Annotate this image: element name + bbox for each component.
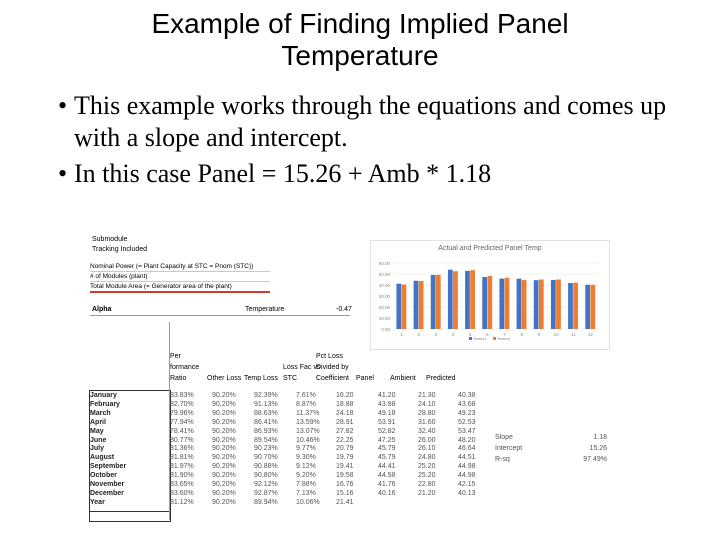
bullet-text: This example works through the equations and comes up with a slope and intercept. [74, 91, 667, 152]
bar-1 [396, 284, 401, 329]
value-cell: 77.94% [170, 418, 194, 426]
header-loss-fac-1: Loss Fac vs [283, 364, 321, 371]
value-cell: 27.82 [336, 427, 354, 435]
value-cell: 45.79 [378, 445, 396, 453]
divider [89, 511, 169, 512]
bar-2 [453, 271, 458, 329]
stat-row [494, 454, 608, 465]
value-cell: 22.25 [336, 436, 354, 444]
value-cell: 78.41% [170, 427, 194, 435]
value-cell: 19.41 [336, 463, 354, 471]
y-tick-label: 60.00 [378, 261, 390, 266]
month-cell: December [90, 489, 124, 497]
value-cell: 90.20% [212, 392, 236, 399]
month-cell: June [90, 436, 107, 444]
value-cell: 7.13% [296, 489, 316, 497]
value-cell: 90.20% [212, 427, 236, 435]
bullet-marker: • [58, 91, 68, 120]
value-cell: 90.20% [212, 400, 236, 408]
value-cell: 40.13 [458, 489, 476, 497]
month-cell: November [90, 481, 125, 489]
value-cell: 24.18 [336, 409, 354, 417]
value-cell: 90.88% [254, 463, 278, 471]
value-cell: 26.00 [418, 436, 436, 444]
value-cell: 13.59% [296, 418, 320, 426]
value-cell: 81.12% [170, 498, 194, 506]
x-tick-label: 2 [417, 332, 421, 337]
value-cell: 90.23% [254, 445, 278, 453]
header-loss-fac-2: STC [283, 375, 297, 382]
value-cell: 44.98 [458, 463, 476, 471]
legend-label: Series2 [497, 336, 511, 341]
value-cell: 47.25 [378, 436, 396, 444]
table-row [88, 428, 494, 437]
value-cell: 44.41 [378, 463, 396, 471]
value-cell: 42.15 [458, 481, 476, 489]
value-cell: 21.41 [336, 498, 354, 506]
legend-row: Nominal Power (= Plant Capacity at STC = Pnom (STC)) [90, 262, 270, 272]
bar-2 [522, 280, 527, 329]
value-cell: 19.79 [336, 454, 354, 462]
temperature-label: Temperature [245, 306, 285, 313]
y-tick-label: 30.00 [378, 294, 390, 299]
legend-swatch [469, 337, 472, 340]
data-table [88, 392, 494, 508]
bar-2 [436, 275, 441, 329]
chart-panel [370, 240, 610, 350]
value-cell: 43.88 [378, 400, 396, 408]
bullet-item [58, 158, 698, 190]
value-cell: 82.70% [170, 400, 194, 408]
value-cell: 19.58 [336, 472, 354, 480]
slide-title-line2: Temperature [281, 40, 439, 71]
value-cell: 7.88% [296, 481, 316, 489]
value-cell: 25.20 [418, 472, 436, 480]
value-cell: 90.70% [254, 454, 278, 462]
header-perf-3: Ratio [170, 375, 187, 382]
value-cell: 40.38 [458, 392, 476, 399]
bar-1 [482, 277, 487, 329]
value-cell: 49.23 [458, 409, 476, 417]
value-cell: 81.97% [170, 463, 194, 471]
value-cell: 52.53 [458, 418, 476, 426]
stat-row [494, 443, 608, 454]
value-cell: 90.20% [212, 436, 236, 444]
month-cell: Year [90, 498, 105, 506]
value-cell: 88.63% [254, 409, 278, 417]
stat-value: 15.26 [589, 445, 607, 452]
value-cell: 83.60% [170, 489, 194, 497]
x-tick-label: 9 [537, 332, 541, 337]
month-cell: February [90, 400, 120, 408]
table-row [88, 499, 494, 508]
month-cell: May [90, 427, 104, 435]
value-cell: 81.81% [170, 454, 194, 462]
value-cell: 49.18 [378, 409, 396, 417]
bar-2 [470, 270, 475, 329]
value-cell: 31.60 [418, 418, 436, 426]
value-cell: 16.20 [336, 392, 354, 399]
table-row [88, 472, 494, 481]
value-cell: 22.80 [418, 481, 436, 489]
bar-1 [465, 271, 470, 329]
value-cell: 28.91 [336, 418, 354, 426]
month-cell: September [90, 463, 127, 471]
month-cell: July [90, 445, 105, 453]
value-cell: 90.20% [212, 418, 236, 426]
value-cell: 53.47 [458, 427, 476, 435]
bullet-text: In this case Panel = 15.26 + Amb * 1.18 [74, 159, 492, 188]
bullet-list [58, 90, 698, 194]
x-tick-label: 1 [400, 332, 403, 337]
stat-label: Intercept [495, 445, 523, 452]
header-temp-loss: Temp Loss [244, 375, 278, 382]
value-cell: 90.20% [212, 454, 236, 462]
value-cell [456, 499, 494, 508]
divider [90, 315, 350, 316]
value-cell: 48.20 [458, 436, 476, 444]
value-cell: 26.10 [418, 445, 436, 453]
bullet-item [58, 90, 698, 154]
value-cell: 28.80 [418, 409, 436, 417]
value-cell: 90.80% [254, 472, 278, 480]
value-cell: 43.68 [458, 400, 476, 408]
value-cell: 44.51 [458, 454, 476, 462]
value-cell: 18.88 [336, 400, 354, 408]
value-cell: 9.77% [296, 445, 316, 453]
y-tick-label: 20.00 [378, 305, 390, 310]
bar-2 [402, 285, 407, 329]
y-tick-label: 10.00 [378, 316, 390, 321]
header-perf-1: Per [170, 353, 181, 360]
value-cell: 9.20% [296, 472, 316, 480]
bar-1 [568, 283, 573, 329]
value-cell: 83.83% [170, 392, 194, 399]
bar-1 [517, 279, 522, 329]
legend-label: Series1 [473, 336, 487, 341]
value-cell: 90.20% [212, 489, 236, 497]
value-cell: 15.16 [336, 489, 354, 497]
month-cell: October [90, 472, 117, 480]
value-cell: 44.58 [378, 472, 396, 480]
header-panel: Panel [356, 375, 374, 382]
submodule-label: Submodule [92, 236, 128, 243]
table-row [88, 454, 494, 463]
legend-box [90, 262, 270, 298]
header-pct-loss-1: Pct Loss [316, 353, 343, 360]
x-tick-label: 12 [587, 332, 593, 337]
chart-title: Actual and Predicted Panel Temp [438, 245, 542, 252]
chart-svg [371, 241, 609, 349]
value-cell: 89.94% [254, 498, 278, 506]
temperature-value: -0.47 [336, 306, 352, 313]
value-cell: 92.87% [254, 489, 278, 497]
value-cell: 21.20 [418, 489, 436, 497]
bar-2 [487, 276, 492, 329]
value-cell: 21.30 [418, 392, 436, 399]
value-cell: 90.20% [212, 463, 236, 471]
legend-swatch [493, 337, 496, 340]
bar-2 [539, 280, 544, 329]
value-cell: 24.80 [418, 454, 436, 462]
value-cell: 86.41% [254, 418, 278, 426]
bar-1 [534, 280, 539, 329]
value-cell: 40.16 [378, 489, 396, 497]
slide-title [0, 8, 720, 72]
x-tick-label: 3 [434, 332, 438, 337]
bar-2 [505, 278, 510, 329]
bar-2 [573, 283, 578, 329]
x-tick-label: 5 [468, 332, 472, 337]
value-cell: 44.98 [458, 472, 476, 480]
value-cell: 52.82 [378, 427, 396, 435]
value-cell: 90.20% [212, 409, 236, 417]
value-cell: 10.46% [296, 436, 320, 444]
value-cell: 24.10 [418, 400, 436, 408]
x-tick-label: 10 [553, 332, 559, 337]
table-row [88, 445, 494, 454]
value-cell: 89.54% [254, 436, 278, 444]
value-cell: 90.20% [212, 472, 236, 480]
bar-2 [590, 285, 595, 329]
tracking-label: Tracking Included [92, 246, 147, 253]
bar-1 [431, 275, 436, 329]
value-cell: 41.76 [378, 481, 396, 489]
value-cell: 25.20 [418, 463, 436, 471]
stat-row [494, 432, 608, 443]
header-perf-2: formance [170, 364, 200, 371]
value-cell: 90.20% [212, 481, 236, 489]
legend-row: Total Module Area (= Generator area of the plant) [90, 282, 270, 293]
bar-2 [556, 280, 561, 329]
value-cell: 79.96% [170, 409, 194, 417]
x-tick-label: 6 [486, 332, 489, 337]
value-cell: 86.93% [254, 427, 278, 435]
value-cell: 80.77% [170, 436, 194, 444]
table-row [88, 410, 494, 419]
stat-value: 1.18 [593, 434, 607, 441]
bar-1 [448, 270, 453, 329]
x-tick-label: 8 [520, 332, 524, 337]
value-cell: 83.65% [170, 481, 194, 489]
table-row [88, 463, 494, 472]
legend-row: # of Modules (plant) [90, 272, 270, 282]
value-cell: 90.20% [212, 445, 236, 453]
bar-1 [551, 280, 556, 329]
bar-1 [414, 281, 419, 329]
month-cell: January [90, 392, 117, 399]
header-pct-loss-3: Coefficient [316, 375, 349, 382]
stat-value: 97.49% [583, 456, 607, 463]
value-cell: 20.79 [336, 445, 354, 453]
value-cell: 53.91 [378, 418, 396, 426]
regression-stats [494, 432, 608, 465]
value-cell: 45.79 [378, 454, 396, 462]
value-cell: 92.12% [254, 481, 278, 489]
header-other-loss: Other Loss [207, 375, 242, 382]
month-cell: August [90, 454, 115, 462]
stat-label: R-sq [495, 456, 510, 463]
value-cell: 91.13% [254, 400, 278, 408]
table-row [88, 490, 494, 499]
value-cell: 9.30% [296, 454, 316, 462]
value-cell: 90.20% [212, 498, 236, 506]
x-tick-label: 11 [570, 332, 576, 337]
y-tick-label: 50.00 [378, 272, 390, 277]
header-pct-loss-2: Divided by [316, 364, 349, 371]
month-cell: April [90, 418, 106, 426]
value-cell [376, 499, 416, 508]
stat-label: Slope [495, 434, 513, 441]
slide-title-line1: Example of Finding Implied Panel [151, 8, 569, 39]
value-cell: 11.37% [296, 409, 320, 417]
bar-1 [499, 279, 504, 329]
value-cell: 92.39% [254, 392, 278, 399]
table-row [88, 392, 494, 401]
value-cell [416, 499, 456, 508]
month-cell: March [90, 409, 111, 417]
value-cell: 7.61% [296, 392, 316, 399]
bar-1 [585, 285, 590, 329]
value-cell: 41.20 [378, 392, 396, 399]
value-cell: 9.12% [296, 463, 316, 471]
value-cell: 13.07% [296, 427, 320, 435]
value-cell: 8.87% [296, 400, 316, 408]
value-cell: 81.90% [170, 472, 194, 480]
alpha-label: Alpha [92, 306, 112, 313]
table-row [88, 481, 494, 490]
x-tick-label: 7 [503, 332, 506, 337]
bullet-marker: • [58, 159, 68, 188]
value-cell: 46.64 [458, 445, 476, 453]
y-tick-label: 0.00 [381, 327, 390, 332]
header-ambient: Ambient [390, 375, 416, 382]
value-cell: 16.76 [336, 481, 354, 489]
table-row [88, 419, 494, 428]
value-cell: 32.40 [418, 427, 436, 435]
value-cell: 81.36% [170, 445, 194, 453]
y-tick-label: 40.00 [378, 283, 390, 288]
table-row [88, 401, 494, 410]
value-cell: 10.06% [296, 498, 320, 506]
x-tick-label: 4 [451, 332, 455, 337]
table-row [88, 437, 494, 446]
bar-2 [419, 281, 424, 329]
header-predicted: Predicted [426, 375, 456, 382]
